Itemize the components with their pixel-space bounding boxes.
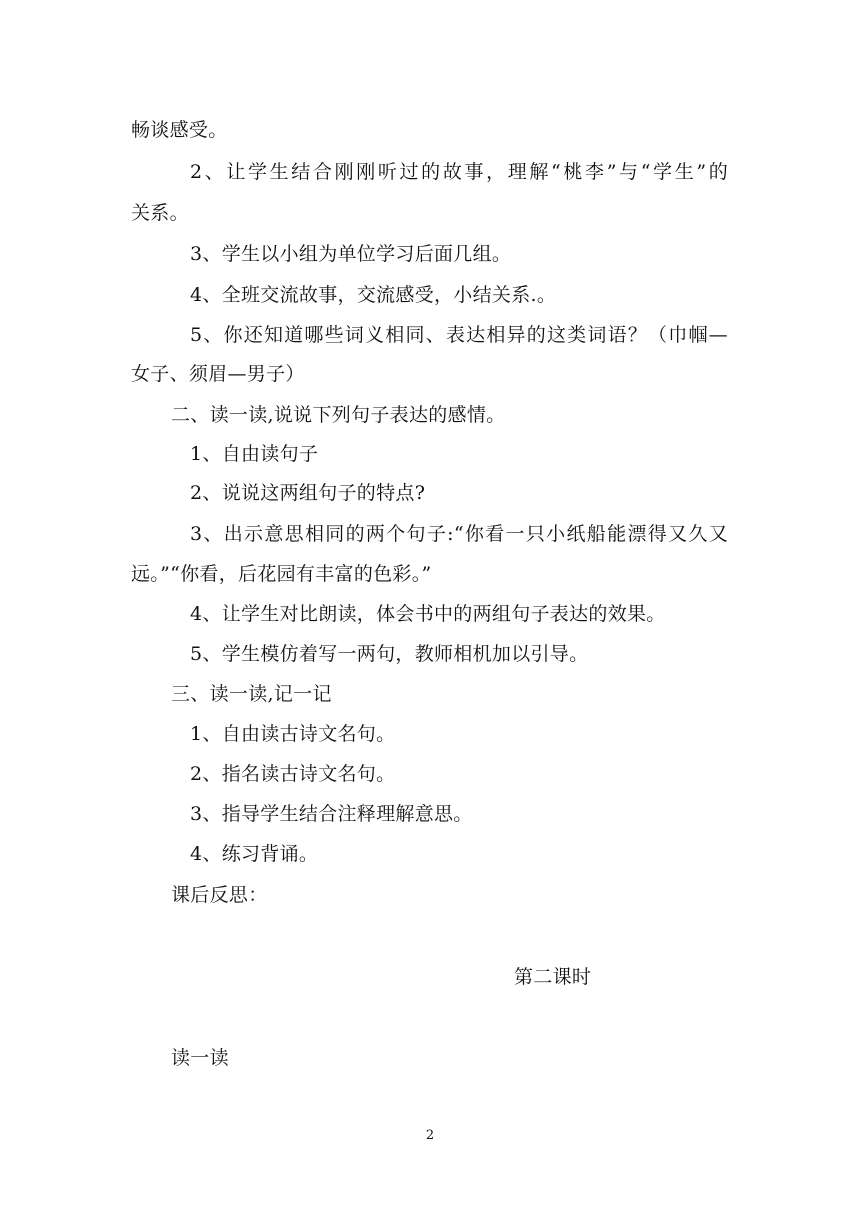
paragraph-line: 1、自由读古诗文名句。 (190, 723, 396, 745)
paragraph-line: 关系。 (131, 202, 189, 224)
paragraph-line: 4、全班交流故事，交流感受，小结关系.。 (190, 284, 557, 306)
paragraph-line: 4、练习背诵。 (190, 843, 319, 865)
paragraph-line: 3、学生以小组为单位学习后面几组。 (190, 243, 512, 265)
paragraph-line: 5、你还知道哪些词义相同、表达相异的这类词语？（巾帼— (190, 324, 728, 346)
paragraph-line: 畅谈感受。 (131, 119, 228, 141)
paragraph-line: 远。”“你看，后花园有丰富的色彩。” (131, 563, 432, 585)
section-heading-line: 三、读一读,记一记 (171, 683, 332, 705)
reflection-label: 课后反思： (171, 884, 268, 906)
paragraph-line: 2、指名读古诗文名句。 (190, 763, 396, 785)
paragraph-line: 3、指导学生结合注释理解意思。 (190, 803, 473, 825)
page-number: 2 (425, 1128, 435, 1143)
paragraph-line: 3、出示意思相同的两个句子:“你看一只小纸船能漂得又久又 (190, 523, 728, 545)
paragraph-line: 1、自由读句子 (190, 443, 319, 465)
paragraph-line: 2、让学生结合刚刚听过的故事，理解“桃李”与“学生”的 (190, 161, 728, 183)
lesson-subheading: 读一读 (171, 1047, 229, 1069)
lesson-section-title: 第二课时 (514, 966, 592, 988)
paragraph-line: 4、让学生对比朗读，体会书中的两组句子表达的效果。 (190, 603, 666, 625)
section-heading-line: 二、读一读,说说下列句子表达的感情。 (171, 404, 506, 426)
paragraph-line: 2、说说这两组句子的特点? (190, 482, 426, 504)
paragraph-line: 女子、须眉—男子） (131, 363, 305, 385)
paragraph-line: 5、学生模仿着写一两句，教师相机加以引导。 (190, 643, 589, 665)
